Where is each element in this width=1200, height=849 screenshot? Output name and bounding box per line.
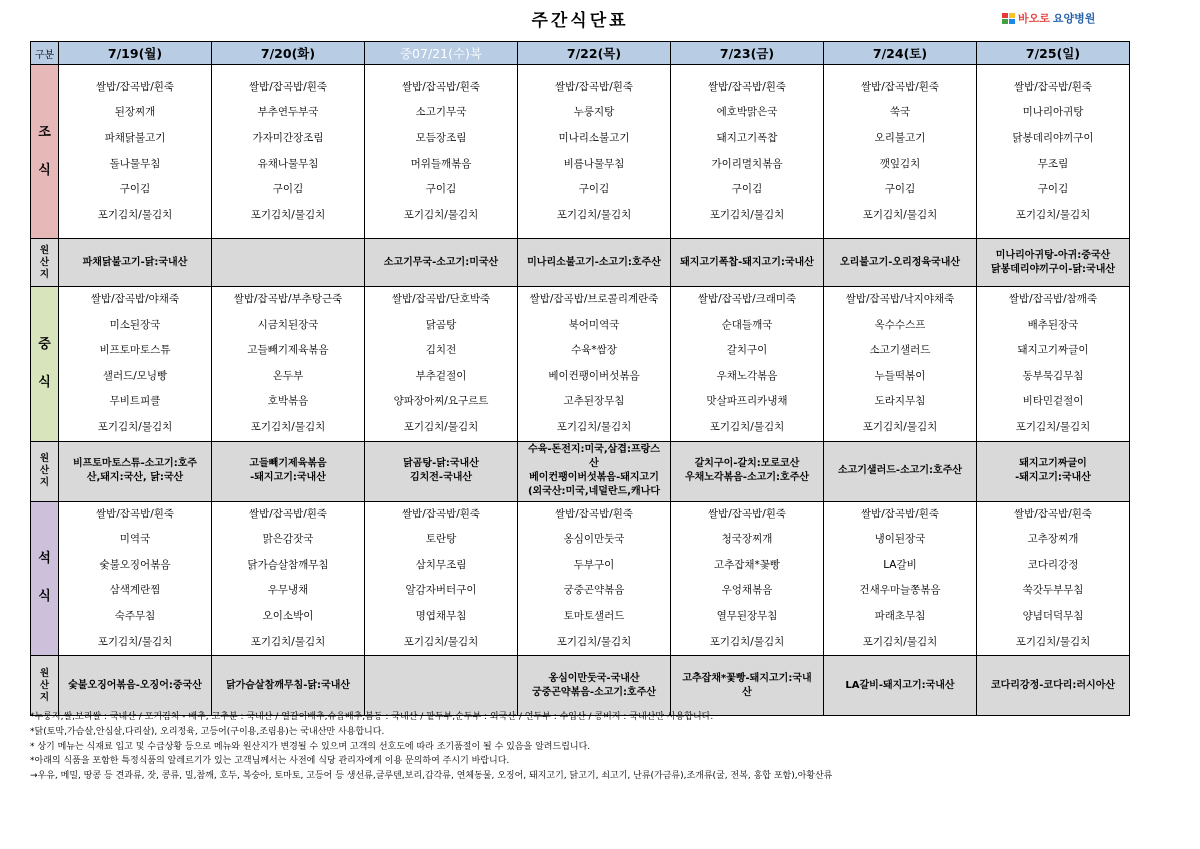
logo-brand: 바오로: [1018, 12, 1050, 25]
menu-item: 온두부: [272, 369, 304, 382]
menu-item: 쑥국: [889, 106, 911, 119]
lunch-origin-cell: [518, 441, 671, 501]
menu-item: 명엽채무침: [415, 609, 467, 622]
menu-item: 쌀밥/잡곡밥/낙지야채죽: [845, 293, 955, 305]
menu-item: 오이소박이: [262, 609, 314, 622]
meal-label-char: 중: [38, 336, 51, 352]
menu-item: 돌나물무침: [109, 157, 161, 170]
origin-label-char: 산: [39, 679, 50, 691]
menu-item: 포기김치/물김치: [97, 635, 173, 648]
origin-line: 수육-돈전지:미국,삼겹:프랑스: [528, 444, 660, 456]
menu-item: LA갈비: [883, 558, 917, 571]
lunch-origin-row: [31, 441, 1130, 501]
menu-item: 궁중곤약볶음: [563, 584, 625, 597]
menu-item: 숯불오징어볶음: [99, 558, 171, 571]
menu-item: 토란탕: [425, 533, 457, 546]
logo-mark-icon: [1002, 13, 1015, 24]
menu-item: 포기김치/물김치: [709, 208, 785, 221]
menu-item: 쌀밥/잡곡밥/흰죽: [401, 507, 481, 520]
menu-item: 포기김치/물김치: [1015, 635, 1091, 648]
origin-line: LA갈비-돼지고기:국내산: [845, 679, 955, 691]
lunch-menu-cell: [518, 287, 671, 442]
menu-item: 우엉채볶음: [721, 584, 773, 597]
lunch-origin-cell: [977, 441, 1130, 501]
menu-item: 갈치구이: [726, 344, 768, 357]
day-header: 7/24(토): [824, 42, 977, 65]
origin-line: 비프토마토스튜-소고기:호주: [72, 458, 198, 470]
menu-item: 무비트피클: [109, 395, 161, 408]
menu-item: 쌀밥/잡곡밥/흰죽: [95, 80, 175, 93]
menu-item: 쌀밥/잡곡밥/흰죽: [1013, 507, 1093, 520]
lunch-origin-cell: [365, 441, 518, 501]
menu-item: 쑥갓두부무침: [1022, 584, 1084, 597]
day-header: 7/19(월): [59, 42, 212, 65]
menu-item: 쌀밥/잡곡밥/크래미죽: [697, 293, 797, 305]
lunch-origin-cell: [671, 441, 824, 501]
menu-item: 토마토샐러드: [563, 609, 625, 622]
menu-item: 소고기샐러드: [869, 344, 931, 357]
menu-item: 포기김치/물김치: [556, 208, 632, 221]
menu-item: 수육*쌈장: [571, 344, 617, 357]
menu-item: 돼지고기폭찹: [716, 131, 778, 144]
menu-item: 맛살파프리카냉채: [706, 395, 788, 408]
menu-item: 모듬장조림: [415, 131, 467, 144]
lunch-menu-cell: [59, 287, 212, 442]
lunch-origin-cell: [59, 441, 212, 501]
origin-line: 미나리아귀탕-아귀:중국산: [995, 249, 1111, 261]
menu-item: 우무냉채: [267, 584, 309, 597]
origin-label-char: 원: [39, 667, 50, 679]
origin-line: 파채닭불고기-닭:국내산: [82, 256, 188, 268]
dinner-menu-cell: [518, 501, 671, 656]
menu-item: 쌀밥/잡곡밥/흰죽: [554, 80, 634, 93]
menu-item: 가이리멸치볶음: [711, 157, 783, 170]
menu-item: 가자미간장조림: [252, 131, 324, 144]
origin-line: 고들빼기제육볶음: [249, 458, 327, 470]
menu-item: 삼색계란찜: [109, 584, 161, 597]
dinner-menu-cell: [824, 501, 977, 656]
menu-item: 고들빼기제육볶음: [247, 344, 329, 357]
menu-item: 양파장아찌/요구르트: [393, 395, 489, 408]
menu-item: 비름나물무침: [563, 157, 625, 170]
dinner-origin-cell: [518, 656, 671, 716]
origin-line: 닭곰탕-닭:국내산: [403, 458, 479, 470]
menu-item: 누들떡볶이: [874, 369, 926, 382]
menu-item: 고추장찌개: [1027, 533, 1079, 546]
dinner-menu-cell: [212, 501, 365, 656]
notes: [30, 710, 832, 784]
menu-item: 닭곰탕: [425, 318, 457, 331]
menu-item: 무조림: [1037, 157, 1069, 170]
origin-label-char: 지: [39, 268, 50, 280]
origin-line: 옹심이만둣국-국내산: [548, 672, 640, 684]
origin-label: [31, 441, 59, 501]
dinner-origin-cell: [59, 656, 212, 716]
menu-item: 에호박맑은국: [716, 106, 778, 119]
menu-item: 소고기무국: [415, 106, 467, 119]
origin-label-char: 원: [39, 244, 50, 256]
menu-item: 구이김: [119, 183, 151, 196]
origin-line: 닭가슴살참깨무침-닭:국내산: [225, 679, 351, 691]
menu-item: 비프토마토스튜: [99, 344, 171, 357]
page-title: 주간식단표: [531, 11, 629, 31]
lunch-origin-cell: [212, 441, 365, 501]
lunch-menu-cell: [365, 287, 518, 442]
menu-item: 비타민겉절이: [1022, 395, 1084, 408]
dinner-menu-cell: [59, 501, 212, 656]
origin-label-char: 지: [39, 477, 50, 489]
dinner-origin-cell: [365, 656, 518, 716]
breakfast-origin-cell: [212, 239, 365, 287]
menu-item: 건새우마늘쫑볶음: [859, 584, 941, 597]
menu-item: 구이김: [272, 183, 304, 196]
lunch-menu-cell: [824, 287, 977, 442]
lunch-menu-cell: [671, 287, 824, 442]
breakfast-origin-cell: [671, 239, 824, 287]
menu-item: 포기김치/물김치: [862, 635, 938, 648]
breakfast-menu-cell: [212, 65, 365, 239]
lunch-row: [31, 287, 1130, 442]
menu-item: 옥수수스프: [874, 318, 926, 331]
origin-line: 산: [589, 458, 599, 470]
gubun-header: 구분: [31, 42, 59, 65]
origin-line: 산: [742, 686, 752, 698]
menu-item: 쌀밥/잡곡밥/흰죽: [248, 80, 328, 93]
origin-line: 돼지고기짜글이: [1019, 458, 1087, 470]
weekly-menu-table: [30, 41, 1130, 716]
menu-item: 구이김: [578, 183, 610, 196]
menu-item: 부추겉절이: [415, 369, 467, 382]
menu-item: 포기김치/물김치: [709, 635, 785, 648]
menu-item: 포기김치/물김치: [250, 208, 326, 221]
menu-item: 닭봉데리야끼구이: [1012, 131, 1094, 144]
dinner-label: [31, 501, 59, 656]
menu-item: 미소된장국: [109, 318, 161, 331]
menu-item: 포기김치/물김치: [403, 208, 479, 221]
menu-item: 김치전: [425, 344, 457, 357]
menu-item: 열무된장무침: [716, 609, 778, 622]
logo-suffix: 요양병원: [1052, 12, 1096, 25]
dinner-origin-cell: [977, 656, 1130, 716]
menu-item: 쌀밥/잡곡밥/단호박죽: [391, 293, 491, 305]
menu-item: 포기김치/물김치: [403, 635, 479, 648]
menu-item: 쌀밥/잡곡밥/흰죽: [95, 507, 175, 520]
note-line: * 상기 메뉴는 식재료 입고 및 수급상황 등으로 메뉴와 원산지가 변경될 수 있으며 고객의 선호도에 따라 조기품절이 될 수 있음을 알려드립니다.: [30, 741, 591, 752]
day-header-holiday: 중07/21(수)복: [365, 42, 518, 65]
menu-item: 쌀밥/잡곡밥/부추탕근죽: [233, 293, 343, 305]
dinner-menu-cell: [365, 501, 518, 656]
menu-item: 포기김치/물김치: [862, 420, 938, 433]
breakfast-origin-cell: [824, 239, 977, 287]
lunch-origin-cell: [824, 441, 977, 501]
menu-item: 미나리소불고기: [558, 131, 630, 144]
origin-line: -돼지고기:국내산: [1015, 472, 1091, 484]
origin-label-char: 산: [39, 465, 50, 477]
origin-line: -돼지고기:국내산: [250, 472, 326, 484]
hospital-logo: [1002, 10, 1095, 26]
dinner-origin-cell: [824, 656, 977, 716]
note-line: →우유, 메밀, 땅콩 등 견과류, 잣, 콩류, 밀,참깨, 호두, 복숭아, 토마토, 고등어 등 생선류,글루텐,보리,갑각류, 연체동물, 오징어, 돼지고기, 닭고기, 쇠고기, 난류(가금류),조개류(굴, 전복, 홍합 포함),아황산류: [30, 771, 833, 782]
origin-line: 미나리소불고기-소고기:호주산: [527, 256, 661, 268]
dinner-menu-cell: [977, 501, 1130, 656]
menu-item: 쌀밥/잡곡밥/흰죽: [248, 507, 328, 520]
origin-line: 산,돼지:국산, 닭:국산: [86, 472, 184, 484]
menu-item: 쌀밥/잡곡밥/브로콜리계란죽: [529, 293, 659, 305]
origin-line: (외국산:미국,네덜란드,캐나다: [527, 486, 661, 498]
menu-item: 포기김치/물김치: [403, 420, 479, 433]
menu-item: 깻잎김치: [879, 157, 921, 170]
origin-label-char: 산: [39, 256, 50, 268]
menu-item: 포기김치/물김치: [250, 635, 326, 648]
breakfast-origin-cell: [59, 239, 212, 287]
meal-label-char: 식: [38, 162, 51, 178]
note-line: *아래의 식품을 포함한 특정식품의 알레르기가 있는 고객님께서는 사전에 식당 관리자에게 이용 문의하여 주시기 바랍니다.: [30, 756, 510, 767]
menu-item: 쌀밥/잡곡밥/흰죽: [707, 507, 787, 520]
breakfast-menu-cell: [671, 65, 824, 239]
menu-item: 순대들깨국: [721, 318, 773, 331]
menu-item: 파래초무침: [874, 609, 926, 622]
origin-line: 우채노각볶음-소고기:호주산: [684, 472, 810, 484]
breakfast-origin-cell: [518, 239, 671, 287]
menu-item: 코다리강정: [1027, 558, 1079, 571]
origin-line: 돼지고기폭찹-돼지고기:국내산: [680, 256, 814, 268]
menu-item: 포기김치/물김치: [862, 208, 938, 221]
dinner-row: [31, 501, 1130, 656]
origin-label-char: 원: [39, 453, 50, 465]
menu-item: 포기김치/물김치: [97, 208, 173, 221]
menu-item: 포기김치/물김치: [709, 420, 785, 433]
menu-item: 알감자버터구이: [405, 584, 477, 597]
origin-line: 숯불오징어볶음-오징어:중국산: [68, 679, 202, 691]
origin-line: 베이컨팽이버섯볶음-돼지고기: [529, 472, 659, 484]
origin-label-char: 지: [39, 691, 50, 703]
menu-item: 쌀밥/잡곡밥/야채죽: [90, 293, 180, 305]
menu-item: 시금치된장국: [257, 318, 319, 331]
breakfast-menu-cell: [824, 65, 977, 239]
menu-item: 쌀밥/잡곡밥/흰죽: [860, 80, 940, 93]
menu-item: 포기김치/물김치: [1015, 420, 1091, 433]
menu-item: 쌀밥/잡곡밥/흰죽: [401, 80, 481, 93]
meal-label-char: 식: [38, 374, 51, 390]
dinner-origin-row: [31, 656, 1130, 716]
menu-item: 삼치무조림: [415, 558, 467, 571]
menu-item: 도라지무침: [874, 395, 926, 408]
dinner-origin-cell: [671, 656, 824, 716]
lunch-menu-cell: [977, 287, 1130, 442]
menu-item: 누룽지탕: [573, 106, 615, 119]
menu-item: 고추잡채*꽃빵: [713, 558, 781, 571]
breakfast-menu-cell: [59, 65, 212, 239]
menu-item: 옹심이만둣국: [563, 533, 625, 546]
menu-item: 유채나물무침: [257, 157, 319, 170]
origin-label: [31, 656, 59, 716]
origin-line: 궁중곤약볶음-소고기:호주산: [531, 686, 657, 698]
menu-item: 파채닭불고기: [104, 131, 166, 144]
menu-item: 맑은감잣국: [262, 533, 314, 546]
breakfast-label: [31, 65, 59, 239]
breakfast-menu-cell: [977, 65, 1130, 239]
menu-item: 쌀밥/잡곡밥/흰죽: [860, 507, 940, 520]
menu-item: 미역국: [119, 533, 151, 546]
menu-item: 구이김: [1037, 183, 1069, 196]
menu-item: 베이컨팽이버섯볶음: [548, 369, 640, 382]
breakfast-origin-row: [31, 239, 1130, 287]
menu-item: 구이김: [425, 183, 457, 196]
menu-item: 동부묵김무침: [1022, 369, 1084, 382]
menu-item: 포기김치/물김치: [1015, 208, 1091, 221]
menu-item: 오리불고기: [874, 131, 926, 144]
origin-line: 고추잡채*꽃빵-돼지고기:국내: [682, 672, 812, 684]
breakfast-origin-cell: [365, 239, 518, 287]
menu-item: 부추연두부국: [257, 106, 319, 119]
menu-item: 숙주무침: [114, 609, 156, 622]
origin-line: 코다리강정-코다리:러시아산: [990, 679, 1116, 691]
lunch-menu-cell: [212, 287, 365, 442]
origin-label: [31, 239, 59, 287]
menu-item: 냉이된장국: [874, 533, 926, 546]
menu-item: 고추된장무침: [563, 395, 625, 408]
menu-item: 배추된장국: [1027, 318, 1079, 331]
menu-item: 미나리아귀탕: [1022, 106, 1084, 119]
menu-item: 구이김: [731, 183, 763, 196]
origin-line: 소고기샐러드-소고기:호주산: [837, 465, 963, 477]
origin-line: 닭봉데리야끼구이-닭:국내산: [990, 263, 1116, 275]
breakfast-row: [31, 65, 1130, 239]
note-line: *누룽지,쌀,보리쌀 : 국내산 / 포기김치 - 배추, 고추분 : 국내산 / 얼갈이배추,슈읍배추,봄동 : 국내산 / 팥두부,순두부 : 외국산 / 연두부 : 수입산 / 콩비지 : 국내산만 사용합니다.: [30, 712, 714, 722]
menu-item: 포기김치/물김치: [556, 420, 632, 433]
menu-item: 쌀밥/잡곡밥/흰죽: [1013, 80, 1093, 93]
menu-item: 양념더덕무침: [1022, 609, 1084, 622]
menu-item: 쌀밥/잡곡밥/흰죽: [554, 507, 634, 520]
menu-item: 포기김치/물김치: [250, 420, 326, 433]
menu-item: 샐러드/모닝빵: [102, 369, 168, 382]
meal-label-char: 식: [38, 589, 51, 605]
day-header-row: [31, 42, 1130, 65]
origin-line: 갈치구이-갈치:모로코산: [694, 458, 800, 470]
menu-item: 우채노각볶음: [716, 369, 778, 382]
note-line: *닭(토막,가슴살,안심살,다리살), 오리정육, 고등어(구이용,조림용)는 국내산만 사용합니다.: [30, 726, 385, 737]
breakfast-menu-cell: [365, 65, 518, 239]
menu-item: 청국장찌개: [721, 533, 773, 546]
day-header: 7/20(화): [212, 42, 365, 65]
menu-item: 포기김치/물김치: [97, 420, 173, 433]
meal-label-char: 석: [38, 551, 51, 567]
breakfast-origin-cell: [977, 239, 1130, 287]
menu-item: 포기김치/물김치: [556, 635, 632, 648]
day-header: 7/23(금): [671, 42, 824, 65]
menu-item: 두부구이: [573, 558, 615, 571]
menu-item: 돼지고기짜글이: [1017, 344, 1089, 357]
menu-item: 머위들깨볶음: [410, 157, 472, 170]
origin-line: 소고기무국-소고기:미국산: [383, 256, 499, 268]
day-header: 7/22(목): [518, 42, 671, 65]
menu-item: 된장찌개: [114, 106, 156, 119]
menu-item: 북어미역국: [568, 318, 620, 331]
dinner-origin-cell: [212, 656, 365, 716]
origin-line: 오리불고기-오리정육국내산: [839, 256, 961, 268]
meal-label-char: 조: [38, 124, 51, 140]
dinner-menu-cell: [671, 501, 824, 656]
menu-item: 닭가슴살참깨무침: [247, 558, 329, 571]
menu-item: 구이김: [884, 183, 916, 196]
breakfast-menu-cell: [518, 65, 671, 239]
menu-item: 쌀밥/잡곡밥/흰죽: [707, 80, 787, 93]
lunch-label: [31, 287, 59, 442]
menu-item: 호박볶음: [267, 395, 309, 408]
origin-line: 김치전-국내산: [409, 472, 473, 484]
day-header: 7/25(일): [977, 42, 1130, 65]
menu-item: 쌀밥/잡곡밥/참깨죽: [1008, 293, 1098, 305]
